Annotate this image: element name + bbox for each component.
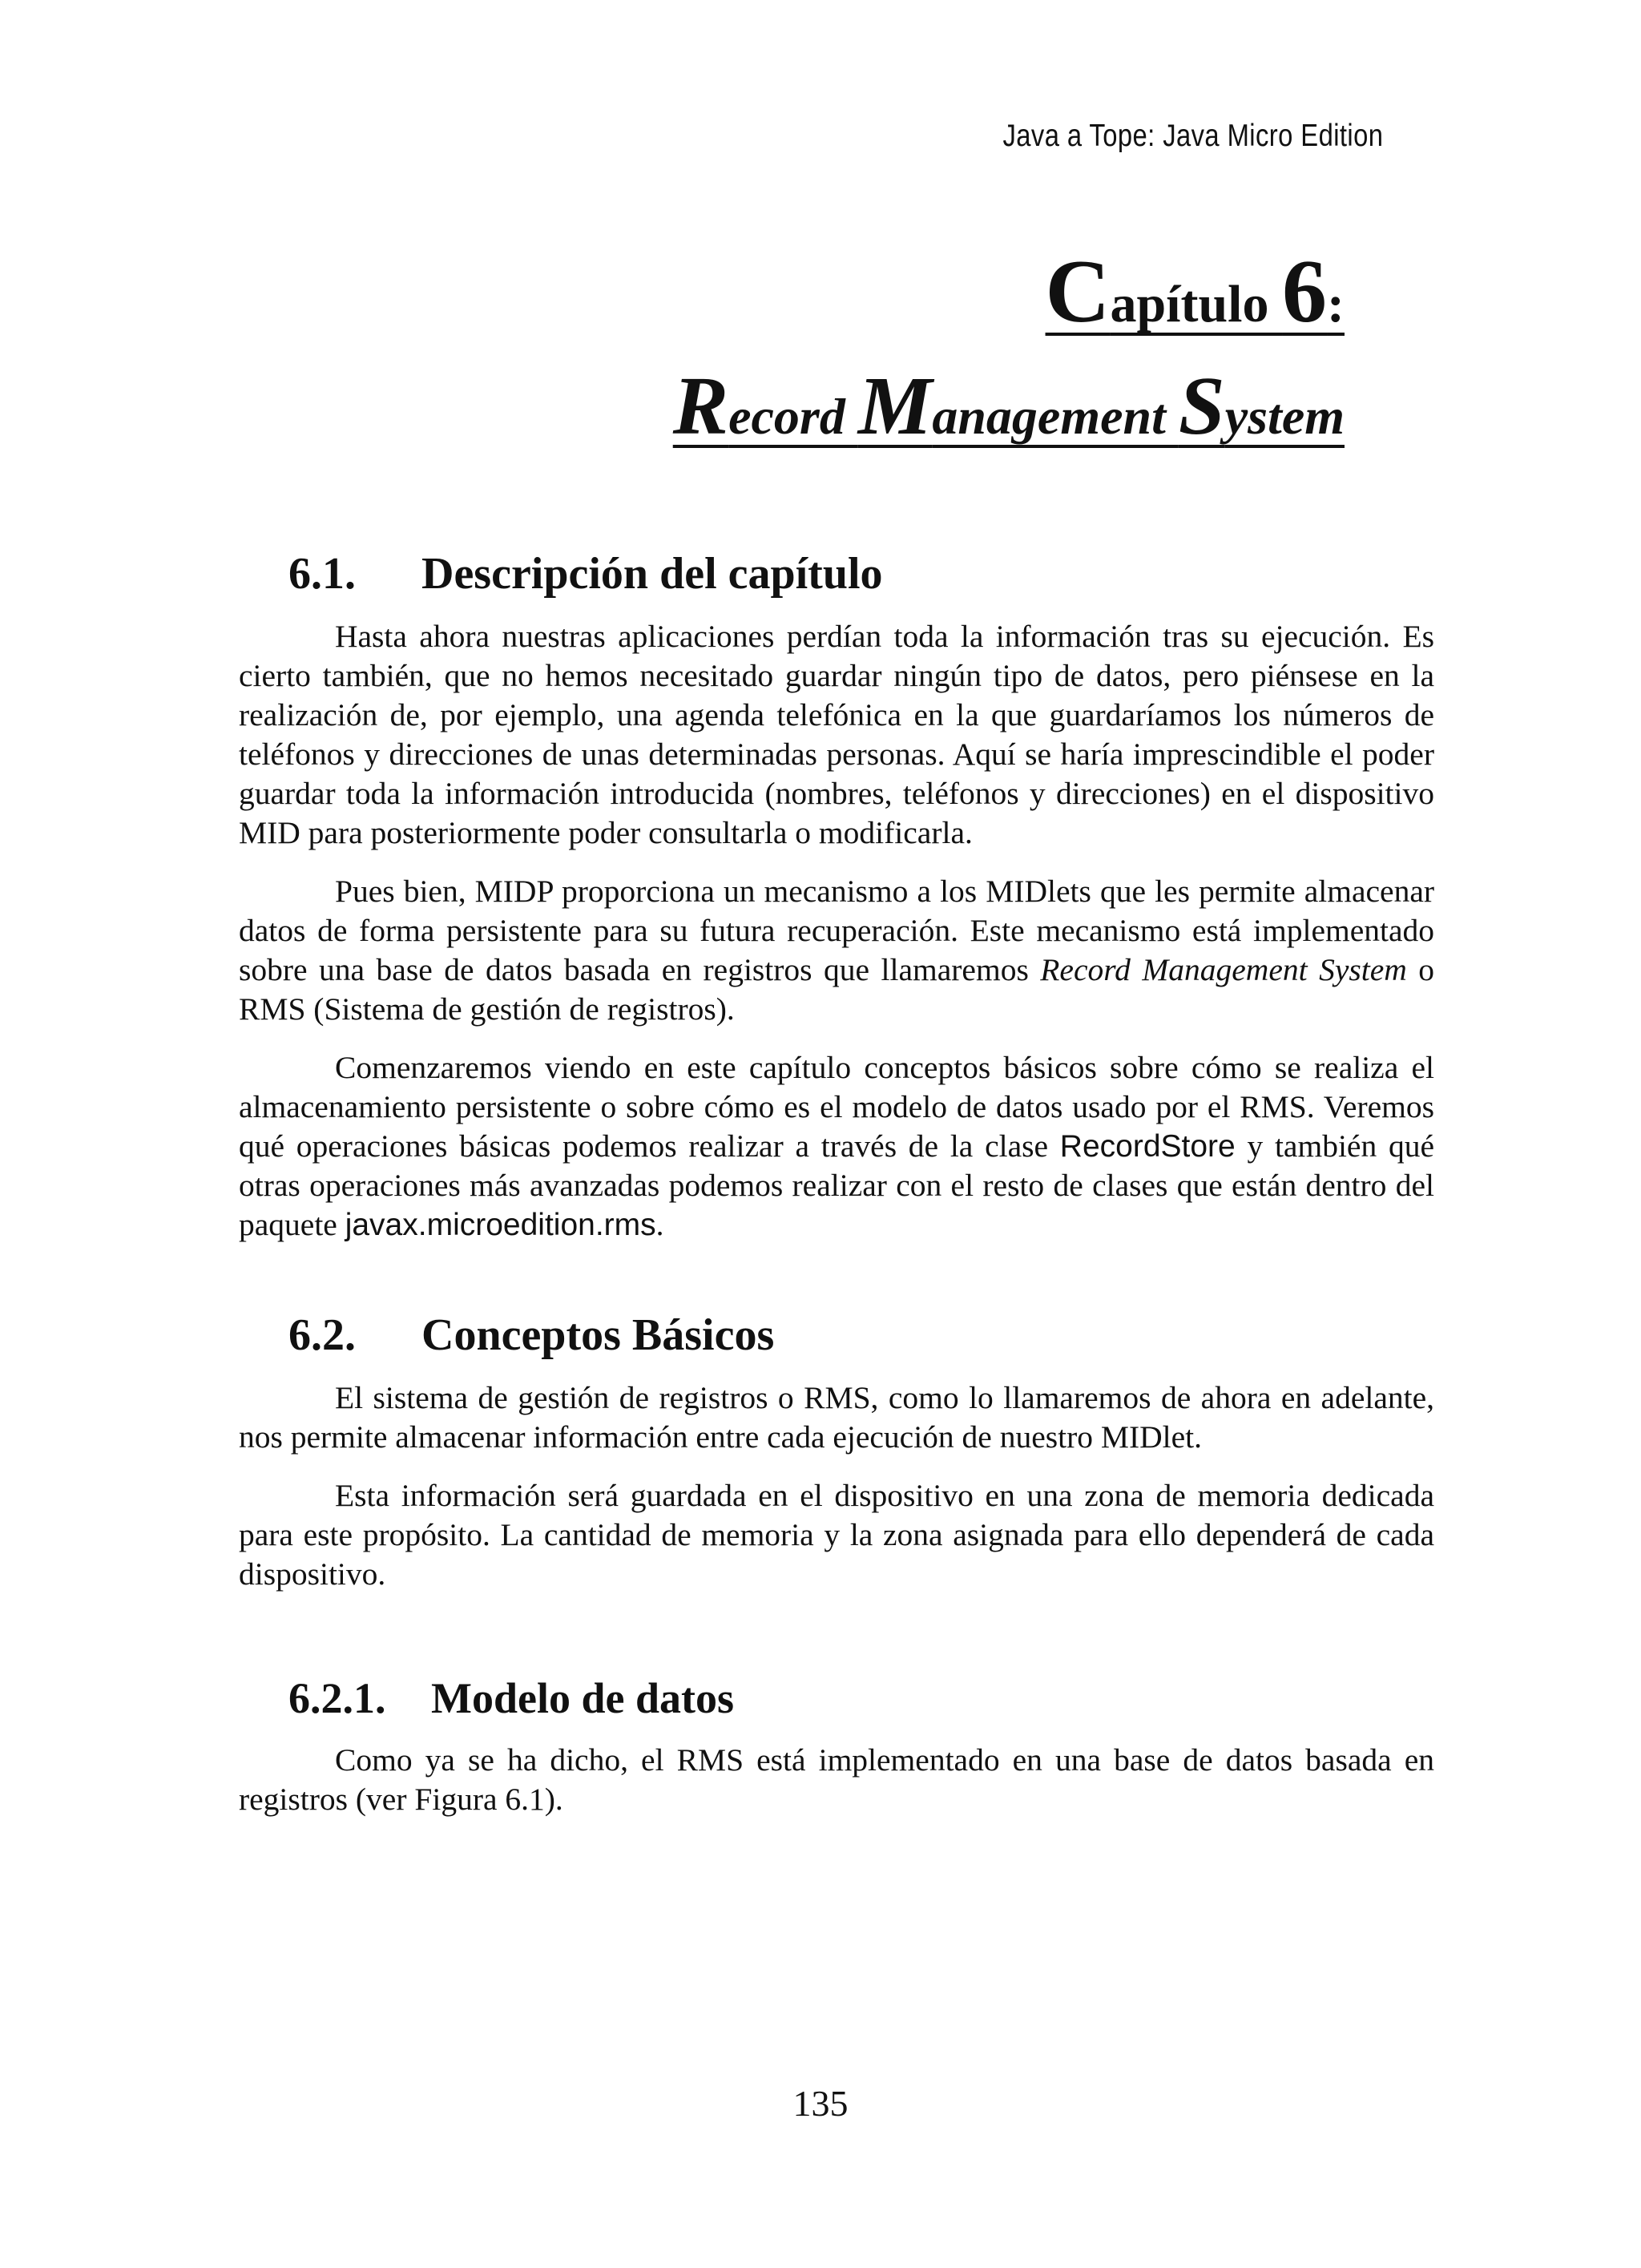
- chapter-heading-line: [673, 240, 1345, 344]
- section-number: 6.2.1.: [288, 1674, 386, 1722]
- paragraph: El sistema de gestión de registros o RMS, como lo llamaremos de ahora en adelante, nos permite almacenar información entre cada ejecución de nuestro MIDlet.: [239, 1380, 1434, 1455]
- record-initial: R: [672, 360, 729, 452]
- paragraph: Comenzaremos viendo en este capítulo conceptos básicos sobre cómo se realiza el almacenamiento persistente o sobre cómo es el modelo de datos usado por el RMS. Veremos qué operaciones básicas podemos realizar a través de la clase RecordStore y también qué otras operaciones más avanzadas podemos realizar con el resto de clases que están dentro del paquete javax.microedition.rms.: [239, 1050, 1434, 1242]
- section-title: Modelo de datos: [431, 1674, 734, 1722]
- paragraph: Como ya se ha dicho, el RMS está implementado en una base de datos basada en registros (ver Figura 6.1).: [239, 1742, 1434, 1817]
- section-number: 6.1.: [288, 549, 356, 599]
- management-rest: anagement: [932, 388, 1179, 445]
- paragraph: Esta información será guardada en el dispositivo en una zona de memoria dedicada para este propósito. La cantidad de memoria y la zona asignada para ello dependerá de cada dispositivo.: [239, 1478, 1434, 1592]
- running-header: Java a Tope: Java Micro Edition: [1002, 119, 1383, 153]
- code-class-name: RecordStore: [1059, 1129, 1236, 1164]
- section-number: 6.2.: [288, 1310, 356, 1360]
- italic-term: Record Management System: [1040, 952, 1407, 987]
- system-initial: S: [1178, 360, 1225, 452]
- page-number: 135: [792, 2083, 849, 2124]
- paragraph: Pues bien, MIDP proporciona un mecanismo a los MIDlets que les permite almacenar datos de forma persistente para su futura recuperación. Este mecanismo está implementado sobre una base de datos basada en registros que llamaremos Record Management System o RMS (Sistema de gestión de registros).: [239, 874, 1434, 1027]
- chapter-colon: :: [1327, 275, 1345, 333]
- code-package-name: javax.microedition.rms: [345, 1208, 656, 1242]
- system-rest: ystem: [1224, 388, 1345, 445]
- paragraph: Hasta ahora nuestras aplicaciones perdían toda la información tras su ejecución. Es cierto también, que no hemos necesitado guardar ningún tipo de datos, pero piénsese en la realización de, por ejemplo, una agenda telefónica en la que guardaríamos los números de teléfonos y direcciones de unas determinadas personas. Aquí se haría imprescindible el poder guardar toda la información introducida (nombres, teléfonos y direcciones) en el dispositivo MID para posteriormente poder consultarla o modificarla.: [239, 619, 1434, 850]
- management-initial: M: [857, 360, 933, 452]
- chapter-initial: C: [1045, 242, 1111, 341]
- chapter-number: 6: [1282, 242, 1328, 341]
- record-rest: ecord: [728, 388, 858, 445]
- section-title: Descripción del capítulo: [421, 549, 883, 599]
- chapter-subtitle-line: [673, 358, 1345, 454]
- chapter-word-rest: apítulo: [1110, 275, 1283, 333]
- chapter-title: [673, 240, 1345, 454]
- section-title: Conceptos Básicos: [421, 1310, 775, 1360]
